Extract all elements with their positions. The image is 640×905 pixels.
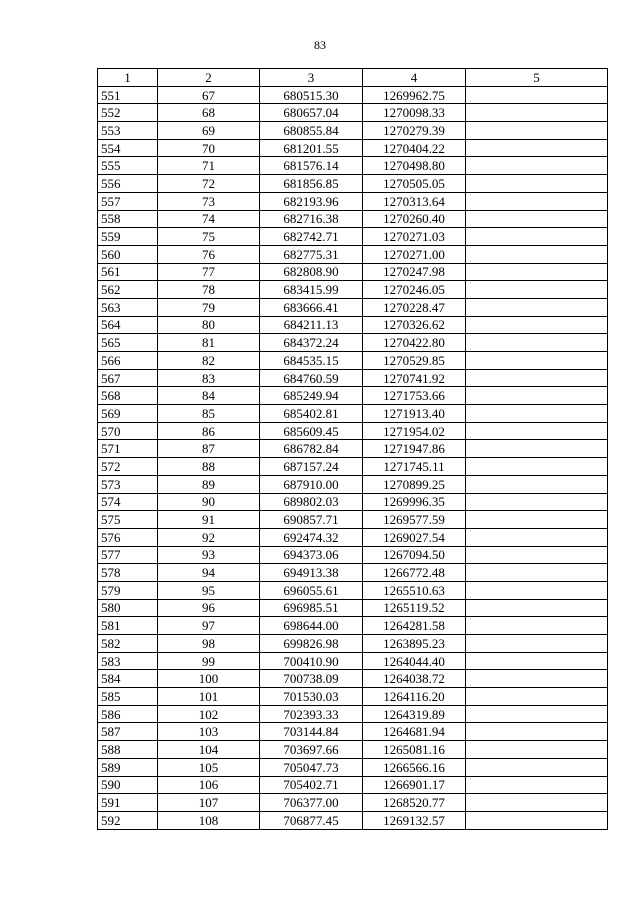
header-col-5: 5 [466, 69, 608, 87]
table-cell-col-1: 558 [98, 210, 158, 228]
table-cell-col-4: 1263895.23 [363, 635, 466, 653]
table-cell-col-4: 1271745.11 [363, 458, 466, 476]
table-cell-col-2: 107 [158, 794, 260, 812]
table-cell-col-4: 1270741.92 [363, 369, 466, 387]
table-cell-col-5 [466, 581, 608, 599]
table-cell-col-4: 1270313.64 [363, 192, 466, 210]
table-cell-col-4: 1270228.47 [363, 298, 466, 316]
table-row [98, 528, 608, 546]
table-cell-col-3: 685609.45 [260, 422, 363, 440]
table-cell-col-4: 1270422.80 [363, 334, 466, 352]
table-row [98, 741, 608, 759]
table-cell-col-5 [466, 298, 608, 316]
table-header [98, 69, 608, 87]
table-cell-col-3: 683666.41 [260, 298, 363, 316]
table-cell-col-2: 80 [158, 316, 260, 334]
table-cell-col-4: 1271913.40 [363, 405, 466, 423]
table-cell-col-2: 71 [158, 157, 260, 175]
table-cell-col-4: 1271947.86 [363, 440, 466, 458]
table-row [98, 458, 608, 476]
table-cell-col-3: 694373.06 [260, 546, 363, 564]
table-cell-col-1: 572 [98, 458, 158, 476]
table-cell-col-2: 70 [158, 139, 260, 157]
table-cell-col-4: 1269577.59 [363, 511, 466, 529]
table-cell-col-5 [466, 458, 608, 476]
table-cell-col-1: 560 [98, 245, 158, 263]
table-cell-col-2: 93 [158, 546, 260, 564]
table-cell-col-5 [466, 405, 608, 423]
table-cell-col-1: 589 [98, 758, 158, 776]
table-cell-col-3: 692474.32 [260, 528, 363, 546]
table-cell-col-5 [466, 263, 608, 281]
table-cell-col-4: 1269996.35 [363, 493, 466, 511]
table-cell-col-2: 81 [158, 334, 260, 352]
table-cell-col-3: 705047.73 [260, 758, 363, 776]
table-cell-col-5 [466, 599, 608, 617]
table-cell-col-1: 592 [98, 811, 158, 829]
table-cell-col-5 [466, 794, 608, 812]
table-row [98, 688, 608, 706]
table-cell-col-3: 696055.61 [260, 581, 363, 599]
table-cell-col-1: 583 [98, 652, 158, 670]
table-row [98, 599, 608, 617]
table-cell-col-1: 578 [98, 564, 158, 582]
table-cell-col-5 [466, 511, 608, 529]
table-row [98, 228, 608, 246]
table-row [98, 635, 608, 653]
header-col-2: 2 [158, 69, 260, 87]
table-cell-col-2: 84 [158, 387, 260, 405]
table-row [98, 192, 608, 210]
table-cell-col-5 [466, 670, 608, 688]
table-row [98, 794, 608, 812]
table-row [98, 86, 608, 104]
table-cell-col-1: 555 [98, 157, 158, 175]
table-cell-col-2: 78 [158, 281, 260, 299]
table-cell-col-4: 1269027.54 [363, 528, 466, 546]
table-cell-col-1: 584 [98, 670, 158, 688]
table-cell-col-1: 562 [98, 281, 158, 299]
table-cell-col-3: 681576.14 [260, 157, 363, 175]
table-row [98, 546, 608, 564]
table-cell-col-4: 1271954.02 [363, 422, 466, 440]
table-cell-col-5 [466, 210, 608, 228]
table-cell-col-3: 680855.84 [260, 122, 363, 140]
table-cell-col-4: 1266772.48 [363, 564, 466, 582]
table-cell-col-1: 557 [98, 192, 158, 210]
table-row [98, 670, 608, 688]
table-cell-col-4: 1270247.98 [363, 263, 466, 281]
table-cell-col-4: 1264681.94 [363, 723, 466, 741]
table-cell-col-1: 574 [98, 493, 158, 511]
table-row [98, 405, 608, 423]
table-row [98, 263, 608, 281]
table-cell-col-4: 1270529.85 [363, 352, 466, 370]
table-cell-col-2: 75 [158, 228, 260, 246]
table-cell-col-2: 73 [158, 192, 260, 210]
table-row [98, 387, 608, 405]
table-cell-col-2: 105 [158, 758, 260, 776]
table-cell-col-5 [466, 422, 608, 440]
table-cell-col-5 [466, 387, 608, 405]
table-cell-col-1: 571 [98, 440, 158, 458]
table-cell-col-2: 87 [158, 440, 260, 458]
table-cell-col-3: 696985.51 [260, 599, 363, 617]
table-cell-col-3: 682716.38 [260, 210, 363, 228]
table-row [98, 334, 608, 352]
table-cell-col-4: 1270260.40 [363, 210, 466, 228]
table-cell-col-5 [466, 157, 608, 175]
table-row [98, 298, 608, 316]
table-cell-col-3: 689802.03 [260, 493, 363, 511]
table-row [98, 157, 608, 175]
table-cell-col-3: 706877.45 [260, 811, 363, 829]
table-row [98, 652, 608, 670]
table-cell-col-2: 83 [158, 369, 260, 387]
table-cell-col-2: 92 [158, 528, 260, 546]
table-cell-col-2: 99 [158, 652, 260, 670]
table-cell-col-1: 573 [98, 475, 158, 493]
table-cell-col-5 [466, 723, 608, 741]
table-cell-col-1: 585 [98, 688, 158, 706]
table-row [98, 316, 608, 334]
table-row [98, 475, 608, 493]
table-cell-col-3: 703697.66 [260, 741, 363, 759]
table-cell-col-1: 569 [98, 405, 158, 423]
table-cell-col-1: 553 [98, 122, 158, 140]
table-cell-col-3: 701530.03 [260, 688, 363, 706]
table-cell-col-1: 582 [98, 635, 158, 653]
table-cell-col-5 [466, 104, 608, 122]
table-cell-col-3: 681201.55 [260, 139, 363, 157]
table-cell-col-3: 680515.30 [260, 86, 363, 104]
table-row [98, 281, 608, 299]
table-row [98, 758, 608, 776]
table-cell-col-5 [466, 369, 608, 387]
table-cell-col-5 [466, 175, 608, 193]
table-cell-col-5 [466, 635, 608, 653]
table-row [98, 122, 608, 140]
table-cell-col-3: 681856.85 [260, 175, 363, 193]
table-cell-col-1: 565 [98, 334, 158, 352]
table-cell-col-5 [466, 741, 608, 759]
table-cell-col-1: 590 [98, 776, 158, 794]
table-cell-col-1: 552 [98, 104, 158, 122]
table-cell-col-5 [466, 617, 608, 635]
table-cell-col-3: 684760.59 [260, 369, 363, 387]
table-cell-col-2: 86 [158, 422, 260, 440]
table-cell-col-4: 1270326.62 [363, 316, 466, 334]
table-row [98, 175, 608, 193]
table-cell-col-3: 690857.71 [260, 511, 363, 529]
table-cell-col-5 [466, 475, 608, 493]
table-cell-col-5 [466, 811, 608, 829]
table-cell-col-2: 82 [158, 352, 260, 370]
table-cell-col-2: 77 [158, 263, 260, 281]
table-cell-col-4: 1264319.89 [363, 705, 466, 723]
table-cell-col-5 [466, 758, 608, 776]
table-cell-col-2: 102 [158, 705, 260, 723]
table-row [98, 245, 608, 263]
table-cell-col-5 [466, 122, 608, 140]
table-cell-col-4: 1270271.03 [363, 228, 466, 246]
table-cell-col-1: 563 [98, 298, 158, 316]
table-cell-col-2: 97 [158, 617, 260, 635]
table-row [98, 422, 608, 440]
table-cell-col-2: 90 [158, 493, 260, 511]
table-row [98, 352, 608, 370]
table-cell-col-2: 72 [158, 175, 260, 193]
header-col-1: 1 [98, 69, 158, 87]
table-cell-col-5 [466, 316, 608, 334]
table-cell-col-3: 682742.71 [260, 228, 363, 246]
table-cell-col-5 [466, 528, 608, 546]
table-cell-col-2: 104 [158, 741, 260, 759]
table-cell-col-2: 101 [158, 688, 260, 706]
table-cell-col-2: 85 [158, 405, 260, 423]
table-cell-col-5 [466, 352, 608, 370]
table-cell-col-2: 94 [158, 564, 260, 582]
table-cell-col-1: 570 [98, 422, 158, 440]
table-cell-col-1: 554 [98, 139, 158, 157]
table-cell-col-4: 1264116.20 [363, 688, 466, 706]
table-cell-col-3: 684372.24 [260, 334, 363, 352]
table-cell-col-4: 1267094.50 [363, 546, 466, 564]
table-row [98, 723, 608, 741]
table-cell-col-3: 706377.00 [260, 794, 363, 812]
table-cell-col-3: 682775.31 [260, 245, 363, 263]
table-cell-col-1: 586 [98, 705, 158, 723]
table-cell-col-2: 89 [158, 475, 260, 493]
table-cell-col-3: 694913.38 [260, 564, 363, 582]
table-row [98, 617, 608, 635]
table-cell-col-1: 567 [98, 369, 158, 387]
table-cell-col-2: 95 [158, 581, 260, 599]
table-body [98, 86, 608, 829]
table-cell-col-3: 682808.90 [260, 263, 363, 281]
table-cell-col-5 [466, 776, 608, 794]
table-cell-col-5 [466, 192, 608, 210]
table-cell-col-2: 88 [158, 458, 260, 476]
table-cell-col-4: 1269962.75 [363, 86, 466, 104]
table-cell-col-2: 68 [158, 104, 260, 122]
table-cell-col-4: 1269132.57 [363, 811, 466, 829]
page-number: 83 [314, 38, 326, 52]
table-row [98, 811, 608, 829]
table-cell-col-5 [466, 86, 608, 104]
table-row [98, 776, 608, 794]
table-cell-col-2: 74 [158, 210, 260, 228]
table-cell-col-1: 551 [98, 86, 158, 104]
table-cell-col-3: 699826.98 [260, 635, 363, 653]
table-cell-col-5 [466, 705, 608, 723]
table-cell-col-5 [466, 334, 608, 352]
table-cell-col-4: 1266901.17 [363, 776, 466, 794]
table-cell-col-2: 76 [158, 245, 260, 263]
table-cell-col-1: 577 [98, 546, 158, 564]
table-cell-col-1: 587 [98, 723, 158, 741]
table-cell-col-4: 1270498.80 [363, 157, 466, 175]
table-cell-col-3: 684211.13 [260, 316, 363, 334]
table-cell-col-2: 106 [158, 776, 260, 794]
table-cell-col-2: 69 [158, 122, 260, 140]
table-cell-col-5 [466, 546, 608, 564]
table-cell-col-2: 103 [158, 723, 260, 741]
table-cell-col-4: 1264281.58 [363, 617, 466, 635]
table-row [98, 139, 608, 157]
table-cell-col-5 [466, 245, 608, 263]
table-cell-col-4: 1271753.66 [363, 387, 466, 405]
table-cell-col-3: 684535.15 [260, 352, 363, 370]
table-row [98, 440, 608, 458]
table-cell-col-2: 96 [158, 599, 260, 617]
table-cell-col-5 [466, 228, 608, 246]
table-cell-col-1: 568 [98, 387, 158, 405]
table-cell-col-1: 580 [98, 599, 158, 617]
table-row [98, 705, 608, 723]
table-cell-col-3: 698644.00 [260, 617, 363, 635]
table-cell-col-1: 576 [98, 528, 158, 546]
table-cell-col-1: 581 [98, 617, 158, 635]
table-cell-col-2: 79 [158, 298, 260, 316]
table-cell-col-2: 100 [158, 670, 260, 688]
table-cell-col-2: 98 [158, 635, 260, 653]
table-cell-col-3: 705402.71 [260, 776, 363, 794]
table-cell-col-3: 682193.96 [260, 192, 363, 210]
table-cell-col-4: 1270899.25 [363, 475, 466, 493]
table-cell-col-4: 1265081.16 [363, 741, 466, 759]
table-cell-col-1: 566 [98, 352, 158, 370]
table-cell-col-1: 559 [98, 228, 158, 246]
table-cell-col-1: 588 [98, 741, 158, 759]
table-cell-col-1: 561 [98, 263, 158, 281]
table-cell-col-3: 683415.99 [260, 281, 363, 299]
header-col-3: 3 [260, 69, 363, 87]
table-cell-col-4: 1270404.22 [363, 139, 466, 157]
table-cell-col-4: 1268520.77 [363, 794, 466, 812]
table-row [98, 210, 608, 228]
table-cell-col-5 [466, 564, 608, 582]
table-cell-col-5 [466, 652, 608, 670]
table-cell-col-2: 67 [158, 86, 260, 104]
table-cell-col-5 [466, 281, 608, 299]
table-cell-col-3: 700410.90 [260, 652, 363, 670]
table-cell-col-5 [466, 139, 608, 157]
table-cell-col-1: 579 [98, 581, 158, 599]
table-cell-col-1: 564 [98, 316, 158, 334]
table-row [98, 369, 608, 387]
table-cell-col-4: 1270098.33 [363, 104, 466, 122]
table-cell-col-5 [466, 688, 608, 706]
header-row [98, 69, 608, 87]
table-cell-col-4: 1265119.52 [363, 599, 466, 617]
coordinates-table [97, 68, 608, 830]
table-cell-col-3: 685249.94 [260, 387, 363, 405]
table-cell-col-3: 687157.24 [260, 458, 363, 476]
table-cell-col-3: 685402.81 [260, 405, 363, 423]
table-cell-col-4: 1270246.05 [363, 281, 466, 299]
table-cell-col-5 [466, 440, 608, 458]
table-cell-col-4: 1270505.05 [363, 175, 466, 193]
table-cell-col-4: 1270271.00 [363, 245, 466, 263]
table-cell-col-2: 108 [158, 811, 260, 829]
table-cell-col-4: 1270279.39 [363, 122, 466, 140]
table-cell-col-4: 1264038.72 [363, 670, 466, 688]
table-row [98, 581, 608, 599]
table-cell-col-3: 686782.84 [260, 440, 363, 458]
header-col-4: 4 [363, 69, 466, 87]
table-cell-col-1: 575 [98, 511, 158, 529]
table-cell-col-3: 687910.00 [260, 475, 363, 493]
table-row [98, 493, 608, 511]
table-cell-col-3: 700738.09 [260, 670, 363, 688]
table-cell-col-1: 591 [98, 794, 158, 812]
table-row [98, 104, 608, 122]
table-cell-col-3: 680657.04 [260, 104, 363, 122]
table-row [98, 564, 608, 582]
table-cell-col-4: 1264044.40 [363, 652, 466, 670]
table-cell-col-2: 91 [158, 511, 260, 529]
table-cell-col-3: 702393.33 [260, 705, 363, 723]
table-cell-col-5 [466, 493, 608, 511]
table-row [98, 511, 608, 529]
table-cell-col-4: 1266566.16 [363, 758, 466, 776]
table-cell-col-1: 556 [98, 175, 158, 193]
table-cell-col-4: 1265510.63 [363, 581, 466, 599]
table-cell-col-3: 703144.84 [260, 723, 363, 741]
